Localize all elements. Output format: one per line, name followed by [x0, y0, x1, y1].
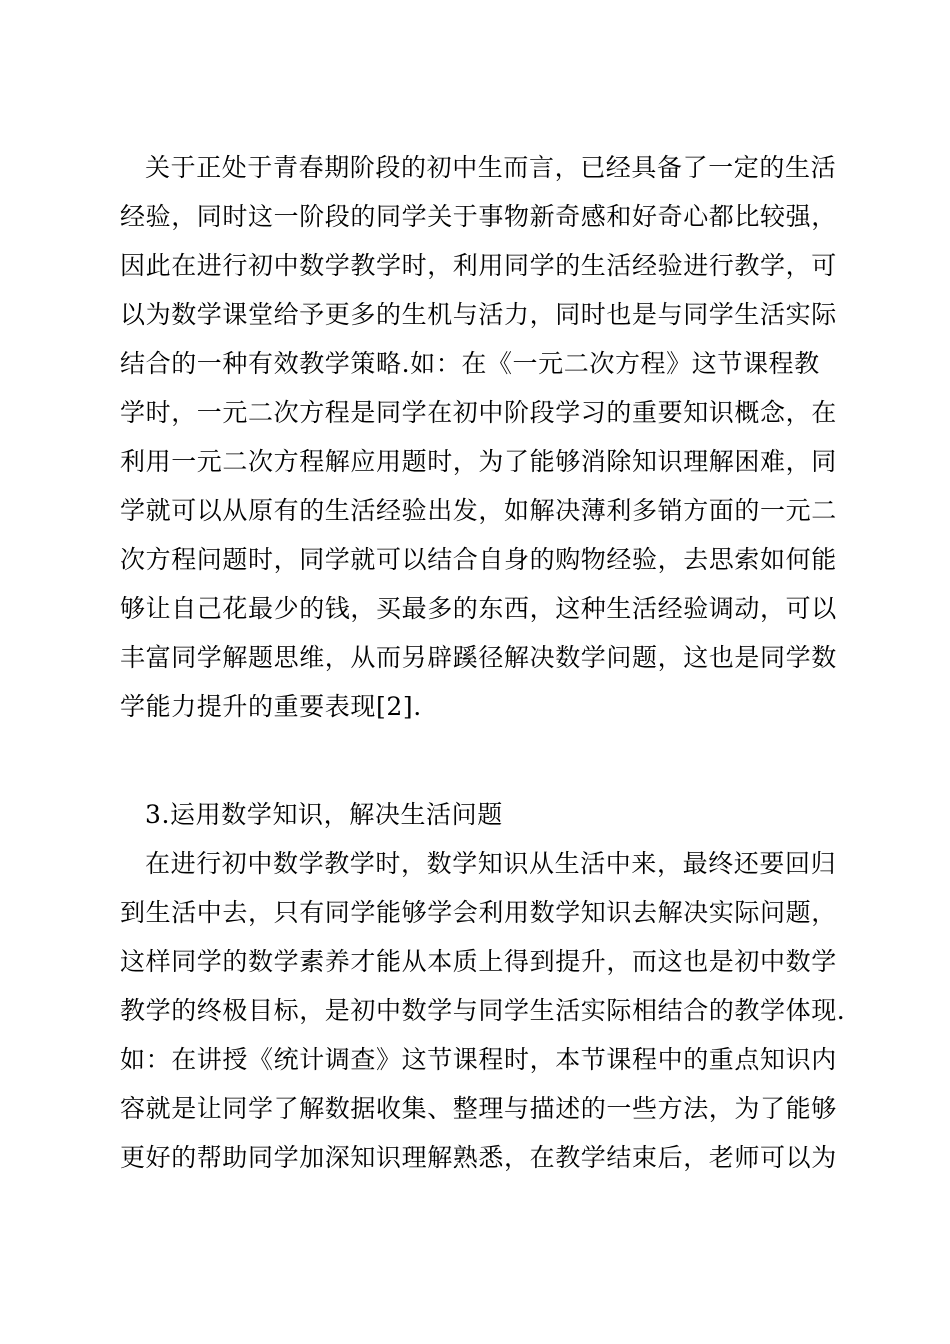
paragraph-1-line-6: 学时，一元二次方程是同学在初中阶段学习的重要知识概念，在 [120, 398, 837, 427]
paragraph-2-line-4: 教学的终极目标，是初中数学与同学生活实际相结合的教学体现. [120, 996, 846, 1025]
paragraph-2-line-7: 更好的帮助同学加深知识理解熟悉，在教学结束后，老师可以为 [120, 1143, 837, 1172]
paragraph-2-line-2: 到生活中去，只有同学能够学会利用数学知识去解决实际问题， [120, 898, 837, 927]
paragraph-1-line-3: 因此在进行初中数学教学时，利用同学的生活经验进行教学，可 [120, 251, 837, 280]
paragraph-2-line-3: 这样同学的数学素养才能从本质上得到提升，而这也是初中数学 [120, 947, 837, 976]
paragraph-1-line-4: 以为数学课堂给予更多的生机与活力，同时也是与同学生活实际 [120, 300, 837, 329]
paragraph-1-line-11: 丰富同学解题思维，从而另辟蹊径解决数学问题，这也是同学数 [120, 643, 837, 672]
paragraph-1-line-10: 够让自己花最少的钱，买最多的东西，这种生活经验调动，可以 [120, 594, 837, 623]
section-heading: 3.运用数学知识，解决生活问题 [145, 800, 503, 829]
paragraph-1-line-7: 利用一元二次方程解应用题时，为了能够消除知识理解困难，同 [120, 447, 837, 476]
paragraph-1-line-1: 关于正处于青春期阶段的初中生而言，已经具备了一定的生活 [145, 153, 837, 182]
paragraph-1-line-12: 学能力提升的重要表现[2]. [120, 692, 422, 721]
paragraph-2-line-6: 容就是让同学了解数据收集、整理与描述的一些方法，为了能够 [120, 1094, 837, 1123]
paragraph-1-line-5: 结合的一种有效教学策略.如：在《一元二次方程》这节课程教 [120, 349, 820, 378]
paragraph-2-line-5: 如：在讲授《统计调查》这节课程时，本节课程中的重点知识内 [120, 1045, 837, 1074]
paragraph-2-line-1: 在进行初中数学教学时，数学知识从生活中来，最终还要回归 [145, 849, 837, 878]
paragraph-1-line-9: 次方程问题时，同学就可以结合自身的购物经验，去思索如何能 [120, 545, 837, 574]
paragraph-1-line-2: 经验，同时这一阶段的同学关于事物新奇感和好奇心都比较强， [120, 202, 837, 231]
paragraph-1-line-8: 学就可以从原有的生活经验出发，如解决薄利多销方面的一元二 [120, 496, 837, 525]
